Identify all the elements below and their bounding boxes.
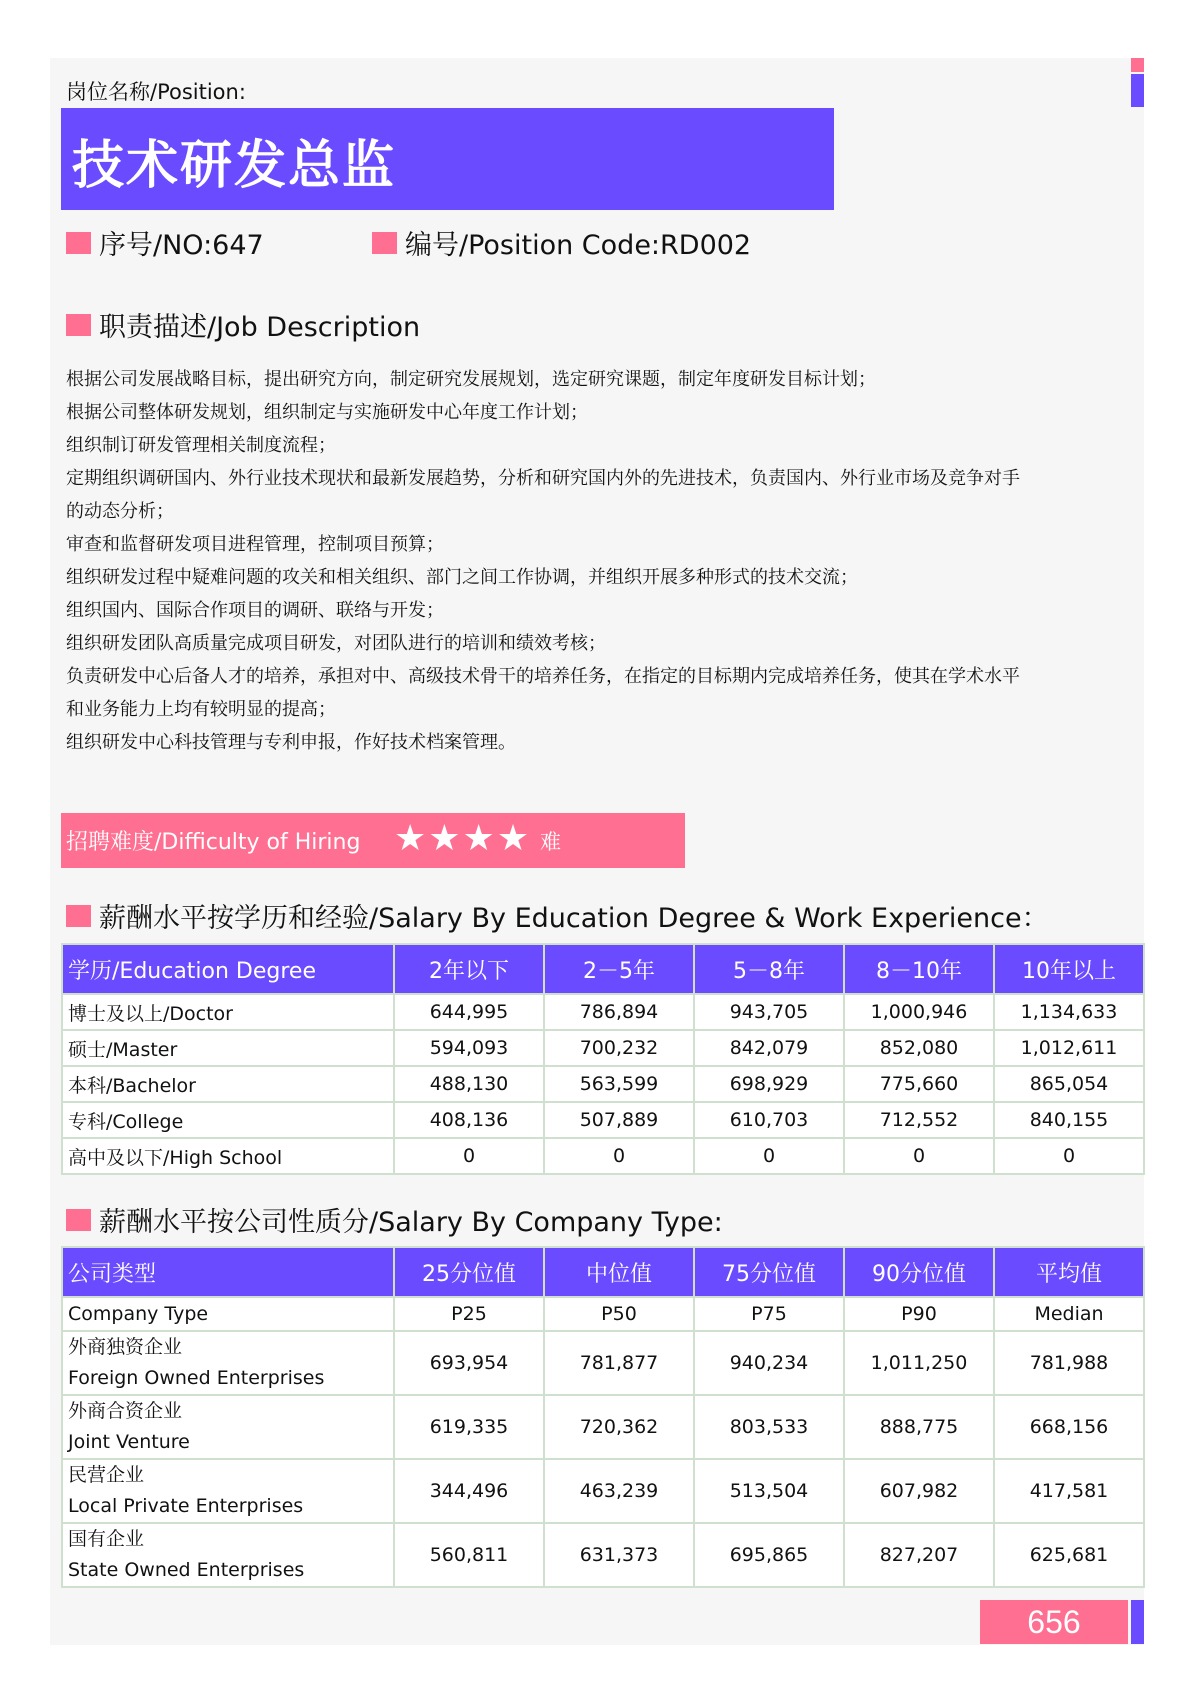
column-header: 25分位值 bbox=[394, 1247, 544, 1297]
page-number: 656 bbox=[1027, 1604, 1081, 1640]
column-header: 中位值 bbox=[544, 1247, 694, 1297]
table-cell: 1,012,611 bbox=[994, 1030, 1144, 1066]
position-number bbox=[66, 223, 264, 262]
square-bullet-icon bbox=[372, 232, 397, 254]
table-cell: 668,156 bbox=[994, 1395, 1144, 1459]
duty-line: 组织制订研发管理相关制度流程； bbox=[66, 435, 336, 456]
table-cell: 408,136 bbox=[394, 1102, 544, 1138]
duty-line: 组织国内、国际合作项目的调研、联络与开发； bbox=[66, 600, 444, 621]
duty-line: 组织研发团队高质量完成项目研发，对团队进行的培训和绩效考核； bbox=[66, 633, 606, 654]
table-cell: P90 bbox=[844, 1297, 994, 1331]
job-description-list bbox=[66, 363, 1146, 759]
row-label-en: Local Private Enterprises bbox=[68, 1495, 304, 1517]
table-subheader-row bbox=[62, 1297, 1144, 1331]
column-header: 75分位值 bbox=[694, 1247, 844, 1297]
table-cell: 827,207 bbox=[844, 1523, 994, 1587]
table-cell: 594,093 bbox=[394, 1030, 544, 1066]
square-bullet-icon bbox=[66, 1209, 91, 1231]
table-cell: 507,889 bbox=[544, 1102, 694, 1138]
table-cell: 0 bbox=[694, 1138, 844, 1174]
column-header: 2－5年 bbox=[544, 944, 694, 994]
column-header: 学历/Education Degree bbox=[62, 944, 394, 994]
row-label-cn: 民营企业 bbox=[68, 1464, 145, 1486]
table-cell: 644,995 bbox=[394, 994, 544, 1030]
table-cell: 888,775 bbox=[844, 1395, 994, 1459]
column-header: 90分位值 bbox=[844, 1247, 994, 1297]
table-cell: 488,130 bbox=[394, 1066, 544, 1102]
table-cell: 786,894 bbox=[544, 994, 694, 1030]
column-header: 平均值 bbox=[994, 1247, 1144, 1297]
difficulty-label: 招聘难度/Difficulty of Hiring bbox=[66, 830, 361, 855]
table-cell: Median bbox=[994, 1297, 1144, 1331]
row-label: 硕士/Master bbox=[62, 1030, 394, 1066]
row-label: 专科/College bbox=[62, 1102, 394, 1138]
table-cell: 852,080 bbox=[844, 1030, 994, 1066]
table-row bbox=[62, 1395, 1144, 1459]
column-header: 公司类型 bbox=[62, 1247, 394, 1297]
table-cell: 0 bbox=[544, 1138, 694, 1174]
table-cell: 344,496 bbox=[394, 1459, 544, 1523]
square-bullet-icon bbox=[66, 905, 91, 927]
position-number-text: 序号/NO:647 bbox=[99, 230, 264, 261]
edu-salary-table bbox=[61, 943, 1145, 1175]
table-cell: 1,000,946 bbox=[844, 994, 994, 1030]
table-row bbox=[62, 1459, 1144, 1523]
square-bullet-icon bbox=[66, 232, 91, 254]
table-cell: 693,954 bbox=[394, 1331, 544, 1395]
table-cell: 625,681 bbox=[994, 1523, 1144, 1587]
row-label bbox=[62, 1395, 394, 1459]
row-label: 博士及以上/Doctor bbox=[62, 994, 394, 1030]
table-cell: 720,362 bbox=[544, 1395, 694, 1459]
row-label bbox=[62, 1331, 394, 1395]
duty-line: 的动态分析； bbox=[66, 501, 174, 522]
duty-line: 负责研发中心后备人才的培养，承担对中、高级技术骨干的培养任务，在指定的目标期内完成培养任务，使其在学术水平 bbox=[66, 666, 1020, 687]
table-cell: 698,929 bbox=[694, 1066, 844, 1102]
table-cell: P50 bbox=[544, 1297, 694, 1331]
table-row bbox=[62, 1138, 1144, 1174]
table-row bbox=[62, 1066, 1144, 1102]
table-row bbox=[62, 1331, 1144, 1395]
table-cell: 775,660 bbox=[844, 1066, 994, 1102]
row-label bbox=[62, 1523, 394, 1587]
table-row bbox=[62, 1030, 1144, 1066]
table-cell: 842,079 bbox=[694, 1030, 844, 1066]
company-salary-heading bbox=[66, 1200, 723, 1239]
corner-accent-purple bbox=[1131, 74, 1144, 107]
job-description-heading-text: 职责描述/Job Description bbox=[99, 312, 421, 343]
position-label: 岗位名称/Position: bbox=[66, 80, 246, 104]
column-header: 10年以上 bbox=[994, 944, 1144, 994]
corner-accent-pink bbox=[1131, 58, 1144, 72]
table-cell: 781,988 bbox=[994, 1331, 1144, 1395]
table-cell: 0 bbox=[844, 1138, 994, 1174]
table-cell: 619,335 bbox=[394, 1395, 544, 1459]
table-cell: 1,134,633 bbox=[994, 994, 1144, 1030]
difficulty-star-icons: ★★★★ bbox=[394, 818, 532, 859]
table-row bbox=[62, 1523, 1144, 1587]
table-row bbox=[62, 1102, 1144, 1138]
table-cell: 631,373 bbox=[544, 1523, 694, 1587]
table-cell: 943,705 bbox=[694, 994, 844, 1030]
table-cell: 513,504 bbox=[694, 1459, 844, 1523]
square-bullet-icon bbox=[66, 314, 91, 336]
row-label-en: Joint Venture bbox=[68, 1431, 190, 1453]
table-header-row bbox=[62, 944, 1144, 994]
table-cell: P25 bbox=[394, 1297, 544, 1331]
table-cell: P75 bbox=[694, 1297, 844, 1331]
table-cell: 865,054 bbox=[994, 1066, 1144, 1102]
page-edge-accent bbox=[1131, 1600, 1144, 1644]
duty-line: 根据公司整体研发规划，组织制定与实施研发中心年度工作计划； bbox=[66, 402, 588, 423]
row-label bbox=[62, 1459, 394, 1523]
position-title: 技术研发总监 bbox=[72, 136, 397, 196]
row-label-cn: 外商合资企业 bbox=[68, 1400, 183, 1422]
table-row bbox=[62, 994, 1144, 1030]
table-cell: 840,155 bbox=[994, 1102, 1144, 1138]
table-cell: 940,234 bbox=[694, 1331, 844, 1395]
duty-line: 根据公司发展战略目标，提出研究方向，制定研究发展规划，选定研究课题，制定年度研发目标计划； bbox=[66, 369, 876, 390]
duty-line: 组织研发过程中疑难问题的攻关和相关组织、部门之间工作协调，并组织开展多种形式的技术交流； bbox=[66, 567, 858, 588]
table-cell: 0 bbox=[994, 1138, 1144, 1174]
table-cell: 1,011,250 bbox=[844, 1331, 994, 1395]
company-salary-table bbox=[61, 1246, 1145, 1588]
column-header: 8－10年 bbox=[844, 944, 994, 994]
row-label-en: State Owned Enterprises bbox=[68, 1559, 305, 1581]
column-header: 2年以下 bbox=[394, 944, 544, 994]
edu-salary-heading-text: 薪酬水平按学历和经验/Salary By Education Degree & Work Experience： bbox=[99, 903, 1049, 934]
table-cell: Company Type bbox=[62, 1297, 394, 1331]
table-cell: 463,239 bbox=[544, 1459, 694, 1523]
duty-line: 和业务能力上均有较明显的提高； bbox=[66, 699, 336, 720]
table-cell: 610,703 bbox=[694, 1102, 844, 1138]
position-code-text: 编号/Position Code:RD002 bbox=[405, 230, 752, 261]
row-label: 本科/Bachelor bbox=[62, 1066, 394, 1102]
duty-line: 组织研发中心科技管理与专利申报，作好技术档案管理。 bbox=[66, 732, 516, 753]
position-code bbox=[372, 223, 751, 262]
table-cell: 700,232 bbox=[544, 1030, 694, 1066]
table-cell: 607,982 bbox=[844, 1459, 994, 1523]
company-salary-heading-text: 薪酬水平按公司性质分/Salary By Company Type: bbox=[99, 1207, 723, 1238]
duty-line: 审查和监督研发项目进程管理，控制项目预算； bbox=[66, 534, 444, 555]
duty-line: 定期组织调研国内、外行业技术现状和最新发展趋势，分析和研究国内外的先进技术，负责国内、外行业市场及竞争对手 bbox=[66, 468, 1020, 489]
table-cell: 417,581 bbox=[994, 1459, 1144, 1523]
table-cell: 560,811 bbox=[394, 1523, 544, 1587]
job-description-heading bbox=[66, 305, 420, 344]
difficulty-level: 难 bbox=[540, 830, 561, 854]
row-label-en: Foreign Owned Enterprises bbox=[68, 1367, 325, 1389]
table-header-row bbox=[62, 1247, 1144, 1297]
column-header: 5－8年 bbox=[694, 944, 844, 994]
edu-salary-heading bbox=[66, 896, 1049, 935]
row-label: 高中及以下/High School bbox=[62, 1138, 394, 1174]
table-cell: 0 bbox=[394, 1138, 544, 1174]
table-cell: 781,877 bbox=[544, 1331, 694, 1395]
row-label-cn: 国有企业 bbox=[68, 1528, 145, 1550]
table-cell: 712,552 bbox=[844, 1102, 994, 1138]
table-cell: 695,865 bbox=[694, 1523, 844, 1587]
table-cell: 563,599 bbox=[544, 1066, 694, 1102]
row-label-cn: 外商独资企业 bbox=[68, 1336, 183, 1358]
table-cell: 803,533 bbox=[694, 1395, 844, 1459]
